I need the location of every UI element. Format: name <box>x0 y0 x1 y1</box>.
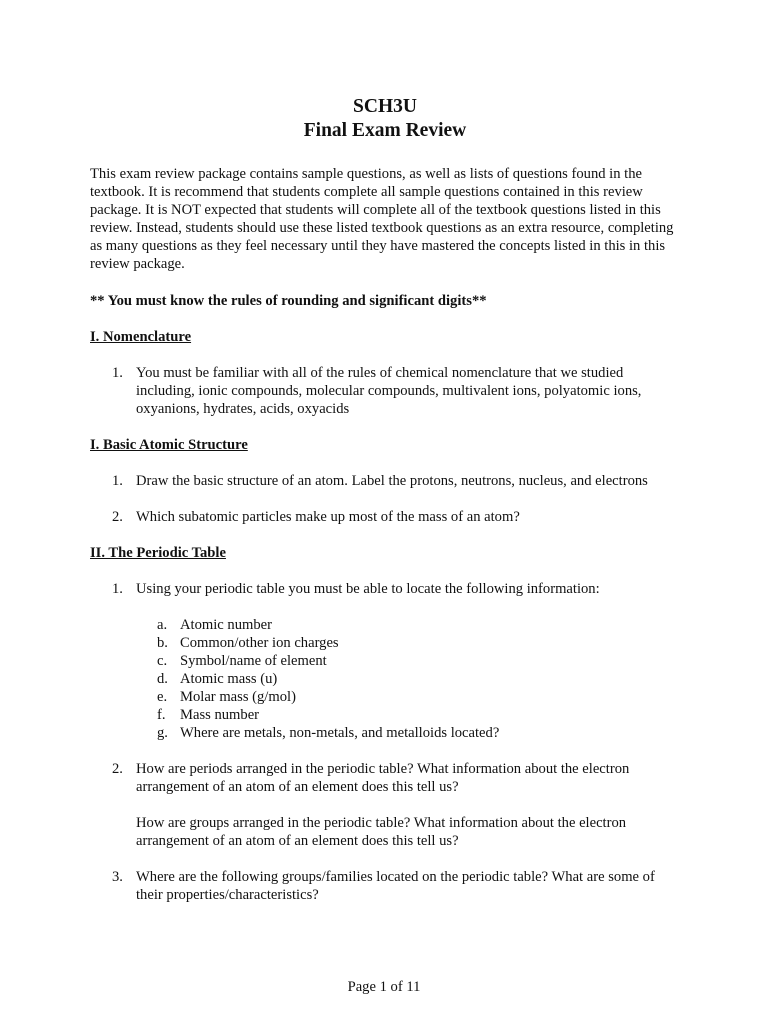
section-nomenclature <box>90 328 680 418</box>
item-letter: b. <box>157 635 168 651</box>
item-text: Atomic mass (u) <box>180 671 278 687</box>
question-item <box>90 868 680 904</box>
question-text: You must be familiar with all of the rules of chemical nomenclature that we studied including, ionic compounds, molecular compounds, multivalent ions, polyatomic ions, oxyanions, hydrates, acids, oxyacids <box>136 365 642 417</box>
question-text-followup: How are groups arranged in the periodic table? What information about the electron arrangement of an atom of an element does this tell us? <box>136 815 627 849</box>
item-letter: a. <box>157 617 168 633</box>
question-item <box>90 472 680 490</box>
list-item <box>136 706 680 724</box>
question-list <box>90 472 680 526</box>
question-text: Using your periodic table you must be able to locate the following information: <box>136 581 600 597</box>
question-number: 3. <box>112 869 123 885</box>
item-letter: c. <box>157 653 168 669</box>
section-heading: I. Nomenclature <box>90 329 192 345</box>
question-item <box>90 364 680 418</box>
question-text: Where are the following groups/families located on the periodic table? What are some of their properties/characteristics? <box>136 869 655 903</box>
list-item <box>136 724 680 742</box>
question-text: How are periods arranged in the periodic table? What information about the electron arrangement of an atom of an element does this tell us? <box>136 761 630 795</box>
section-heading: I. Basic Atomic Structure <box>90 437 248 453</box>
question-item <box>90 508 680 526</box>
item-text: Molar mass (g/mol) <box>180 689 296 705</box>
section-heading: II. The Periodic Table <box>90 545 226 561</box>
item-letter: g. <box>157 725 168 741</box>
question-list <box>90 364 680 418</box>
item-text: Symbol/name of element <box>180 653 327 669</box>
section-basic-atomic-structure <box>90 436 680 526</box>
document-title: Final Exam Review <box>303 120 467 141</box>
list-item <box>136 634 680 652</box>
item-letter: e. <box>157 689 168 705</box>
list-item <box>136 616 680 634</box>
rounding-rule-note: ** You must know the rules of rounding and significant digits** <box>90 293 487 309</box>
question-number: 2. <box>112 509 123 525</box>
list-item <box>136 652 680 670</box>
question-number: 1. <box>112 365 123 381</box>
sub-item-list <box>136 616 680 742</box>
section-periodic-table <box>90 544 680 904</box>
question-number: 1. <box>112 581 123 597</box>
list-item <box>136 688 680 706</box>
intro-paragraph: This exam review package contains sample questions, as well as lists of questions found in the textbook. It is recommend that students complete all sample questions contained in this review package. It is NOT expected that students will complete all of the textbook questions listed in this review. Instead, students should use these listed textbook questions as an extra resource, completing as many questions as they feel necessary until they have mastered the concepts listed in this in this review package. <box>90 166 674 272</box>
question-item <box>90 760 680 850</box>
item-text: Atomic number <box>180 617 273 633</box>
question-number: 2. <box>112 761 123 777</box>
item-letter: f. <box>157 707 166 723</box>
item-text: Common/other ion charges <box>180 635 339 651</box>
page-number: Page 1 of 11 <box>347 979 421 995</box>
item-text: Mass number <box>180 707 260 723</box>
item-text: Where are metals, non-metals, and metalloids located? <box>180 725 500 741</box>
list-item <box>136 670 680 688</box>
question-item <box>90 580 680 742</box>
question-number: 1. <box>112 473 123 489</box>
question-list <box>90 580 680 904</box>
question-text: Which subatomic particles make up most of the mass of an atom? <box>136 509 520 525</box>
item-letter: d. <box>157 671 168 687</box>
course-code: SCH3U <box>353 96 417 117</box>
question-text: Draw the basic structure of an atom. Label the protons, neutrons, nucleus, and electrons <box>136 473 648 489</box>
